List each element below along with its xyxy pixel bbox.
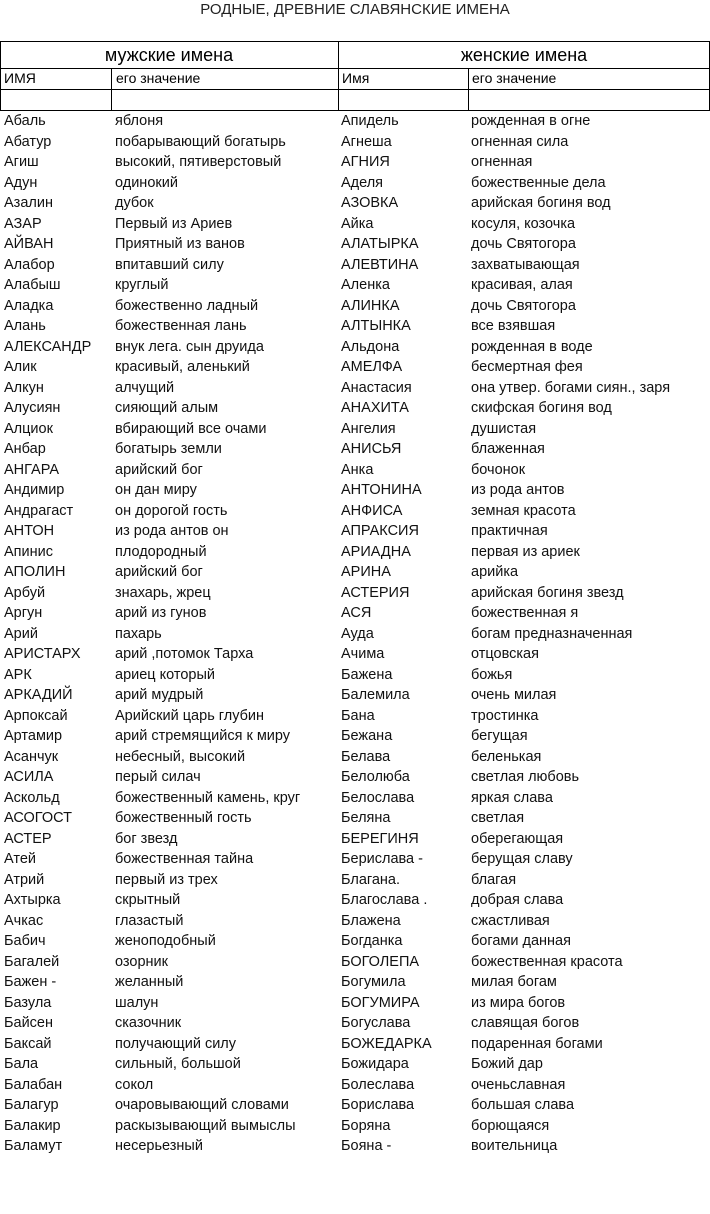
table-row bbox=[0, 624, 710, 645]
female-meaning-cell: красивая, алая bbox=[471, 277, 573, 293]
male-meaning-cell: скрытный bbox=[115, 892, 181, 908]
female-name-cell: Аделя bbox=[341, 174, 384, 191]
male-name-cell: Алань bbox=[4, 318, 46, 334]
table-row bbox=[0, 1075, 710, 1096]
male-name-cell: Асанчук bbox=[4, 748, 59, 765]
male-name-cell: АЙВАН bbox=[4, 236, 54, 252]
table-row bbox=[0, 316, 710, 337]
male-name-cell: Абаль bbox=[4, 113, 46, 129]
female-meaning-cell: рожденная в воде bbox=[471, 338, 593, 355]
female-name-cell: БОГОЛЕПА bbox=[341, 953, 420, 970]
female-meaning-cell: добрая слава bbox=[471, 892, 564, 908]
table-row bbox=[0, 870, 710, 891]
male-meaning-cell: побарывающий богатырь bbox=[115, 133, 286, 150]
table-header bbox=[0, 41, 710, 110]
male-meaning-cell: перый силач bbox=[115, 769, 201, 785]
female-name-cell: АРИАДНА bbox=[341, 543, 411, 560]
female-meaning-cell: бегущая bbox=[471, 728, 528, 744]
female-meaning-cell: Божий дар bbox=[471, 1056, 543, 1072]
male-name-cell: Баламут bbox=[4, 1138, 63, 1154]
male-name-cell: Атрий bbox=[4, 871, 45, 888]
table-row bbox=[0, 562, 710, 583]
male-name-cell: Алусиян bbox=[4, 400, 61, 416]
male-name-cell: Багалей bbox=[4, 953, 60, 970]
female-name-cell: Благана. bbox=[341, 871, 401, 888]
female-meaning-cell: светлая bbox=[471, 810, 525, 826]
female-meaning-cell: косуля, козочка bbox=[471, 215, 576, 232]
female-name-cell: Айка bbox=[341, 215, 374, 232]
female-name-cell: Бежана bbox=[341, 728, 393, 744]
table-row bbox=[0, 398, 710, 419]
female-name-cell: АРИНА bbox=[341, 564, 391, 580]
female-name-cell: АГНИЯ bbox=[341, 154, 390, 170]
female-meaning-cell: беленькая bbox=[471, 748, 542, 765]
female-meaning-cell: арийская богиня звезд bbox=[471, 584, 624, 601]
table-row bbox=[0, 193, 710, 214]
female-name-cell: АНАХИТА bbox=[341, 400, 409, 416]
male-name-cell: АРК bbox=[4, 666, 32, 683]
table-row bbox=[0, 1034, 710, 1055]
male-name-cell: Андрагаст bbox=[4, 502, 74, 519]
female-meaning-cell: светлая любовь bbox=[471, 769, 580, 785]
female-meaning-cell: практичная bbox=[471, 523, 548, 539]
table-row bbox=[0, 357, 710, 378]
male-name-cell: Алциок bbox=[4, 420, 53, 437]
male-meaning-cell: вбирающий все очами bbox=[115, 420, 267, 437]
male-name-cell: Базула bbox=[4, 994, 52, 1011]
female-name-cell: БОЖЕДАРКА bbox=[341, 1035, 432, 1052]
table-row bbox=[0, 132, 710, 153]
table-row bbox=[0, 419, 710, 440]
female-name-cell: Анка bbox=[341, 461, 374, 478]
female-meaning-cell: милая богам bbox=[471, 974, 557, 990]
female-name-cell: Болеслава bbox=[341, 1076, 415, 1093]
header-female-col-divider bbox=[468, 68, 469, 110]
female-meaning-cell: огненная сила bbox=[471, 133, 569, 150]
female-name-cell: АСЯ bbox=[341, 605, 372, 621]
female-meaning-cell: очень милая bbox=[471, 687, 557, 703]
male-name-cell: Арий bbox=[4, 625, 38, 642]
male-name-cell: Алабор bbox=[4, 256, 55, 273]
male-name-cell: Аргун bbox=[4, 605, 43, 621]
table-row bbox=[0, 1013, 710, 1034]
male-meaning-cell: арий из гунов bbox=[115, 605, 207, 621]
female-meaning-cell: сжастливая bbox=[471, 912, 550, 929]
male-meaning-cell: знахарь, жрец bbox=[115, 584, 211, 601]
female-name-cell: Бажена bbox=[341, 666, 393, 683]
female-name-cell: Берислава - bbox=[341, 851, 423, 867]
female-meaning-cell: из мира богов bbox=[471, 994, 566, 1011]
male-meaning-cell: Первый из Ариев bbox=[115, 215, 233, 232]
female-meaning-cell: благая bbox=[471, 871, 517, 888]
female-name-cell: Альдона bbox=[341, 338, 400, 355]
female-names-heading: женские имена bbox=[460, 45, 588, 65]
female-name-cell: АНФИСА bbox=[341, 502, 403, 519]
female-meaning-cell: бесмертная фея bbox=[471, 359, 583, 375]
female-meaning-cell: борющаяся bbox=[471, 1117, 550, 1134]
male-meaning-cell: яблоня bbox=[115, 113, 164, 129]
male-name-cell: АСОГОСТ bbox=[4, 810, 72, 826]
male-meaning-cell: первый из трех bbox=[115, 871, 218, 888]
male-meaning-cell: он дорогой гость bbox=[115, 502, 228, 519]
male-meaning-cell: божественная тайна bbox=[115, 851, 254, 867]
female-name-cell: АЛТЫНКА bbox=[341, 318, 411, 334]
female-meaning-cell: все взявшая bbox=[471, 318, 556, 334]
female-name-cell: Беляна bbox=[341, 810, 391, 826]
male-name-cell: Апинис bbox=[4, 543, 53, 560]
male-meaning-cell: получающий силу bbox=[115, 1035, 237, 1052]
male-meaning-cell: сияющий алым bbox=[115, 400, 219, 416]
table-row bbox=[0, 337, 710, 358]
female-name-cell: Богумила bbox=[341, 974, 406, 990]
table-row bbox=[0, 1054, 710, 1075]
male-meaning-cell: божественный камень, круг bbox=[115, 789, 301, 806]
page-title: РОДНЫЕ, ДРЕВНИЕ СЛАВЯНСКИЕ ИМЕНА bbox=[200, 1, 510, 18]
header-male-col-divider bbox=[111, 68, 112, 110]
female-meaning-cell: скифская богиня вод bbox=[471, 400, 612, 416]
male-meaning-cell: богатырь земли bbox=[115, 441, 222, 457]
female-meaning-cell: земная красота bbox=[471, 502, 576, 519]
male-name-cell: Андимир bbox=[4, 482, 65, 498]
female-meaning-cell: богам предназначенная bbox=[471, 625, 633, 642]
male-name-cell: АРКАДИЙ bbox=[4, 687, 73, 703]
female-meaning-cell: огненная bbox=[471, 154, 533, 170]
table-row bbox=[0, 1116, 710, 1137]
female-meaning-cell: тростинка bbox=[471, 707, 539, 724]
table-row bbox=[0, 296, 710, 317]
table-row bbox=[0, 808, 710, 829]
female-name-cell: Ачима bbox=[341, 646, 385, 662]
male-name-cell: Бабич bbox=[4, 933, 46, 949]
female-name-cell: Благослава . bbox=[341, 892, 428, 908]
table-row bbox=[0, 583, 710, 604]
male-name-column-header: ИМЯ bbox=[4, 70, 36, 86]
male-meaning-cell: очаровывающий словами bbox=[115, 1097, 289, 1113]
female-name-cell: АСТЕРИЯ bbox=[341, 584, 410, 601]
female-meaning-cell: божественная я bbox=[471, 605, 579, 621]
table-row bbox=[0, 644, 710, 665]
male-name-cell: АНТОН bbox=[4, 523, 55, 539]
female-meaning-cell: богами данная bbox=[471, 933, 571, 949]
table-row bbox=[0, 931, 710, 952]
names-table-body bbox=[0, 111, 710, 1157]
female-name-cell: Бояна - bbox=[341, 1138, 392, 1154]
male-meaning-cell: красивый, аленький bbox=[115, 359, 250, 375]
female-meaning-cell: божественные дела bbox=[471, 174, 606, 191]
table-row bbox=[0, 1136, 710, 1157]
male-meaning-cell: сокол bbox=[115, 1076, 154, 1093]
table-row bbox=[0, 603, 710, 624]
table-row bbox=[0, 788, 710, 809]
male-name-cell: АСИЛА bbox=[4, 769, 54, 785]
table-row bbox=[0, 952, 710, 973]
male-name-cell: Азалин bbox=[4, 195, 53, 211]
table-row bbox=[0, 849, 710, 870]
male-meaning-cell: арий мудрый bbox=[115, 687, 204, 703]
table-row bbox=[0, 234, 710, 255]
table-row bbox=[0, 829, 710, 850]
male-meaning-cell: арий ,потомок Тарха bbox=[115, 646, 254, 662]
male-name-cell: Агиш bbox=[4, 154, 39, 170]
table-row bbox=[0, 726, 710, 747]
female-meaning-column-header: его значение bbox=[472, 70, 557, 86]
female-meaning-cell: дочь Святогора bbox=[471, 297, 576, 314]
female-name-cell: Божидара bbox=[341, 1056, 409, 1072]
male-name-cell: Атей bbox=[4, 851, 36, 867]
female-name-cell: Ангелия bbox=[341, 420, 396, 437]
table-row bbox=[0, 521, 710, 542]
female-meaning-cell: душистая bbox=[471, 420, 537, 437]
male-name-cell: АРИСТАРХ bbox=[4, 646, 81, 662]
male-name-cell: АЗАР bbox=[4, 215, 42, 232]
male-meaning-cell: несерьезный bbox=[115, 1138, 203, 1154]
female-name-cell: Богуслава bbox=[341, 1015, 411, 1031]
female-meaning-cell: оберегающая bbox=[471, 830, 564, 847]
female-name-cell: Анастасия bbox=[341, 379, 412, 396]
male-meaning-cell: из рода антов он bbox=[115, 523, 229, 539]
male-meaning-cell: впитавший силу bbox=[115, 256, 224, 273]
female-name-cell: АНТОНИНА bbox=[341, 482, 422, 498]
female-name-cell: Апидель bbox=[341, 113, 399, 129]
female-name-cell: Богданка bbox=[341, 933, 403, 949]
table-row bbox=[0, 152, 710, 173]
male-names-heading: мужские имена bbox=[104, 45, 234, 65]
female-name-cell: АЛИНКА bbox=[341, 297, 400, 314]
header-columns-rule bbox=[0, 89, 710, 90]
male-meaning-cell: божественно ладный bbox=[115, 297, 259, 314]
male-meaning-cell: одинокий bbox=[115, 174, 178, 191]
female-meaning-cell: захватывающая bbox=[471, 256, 580, 273]
female-meaning-cell: блаженная bbox=[471, 441, 545, 457]
male-name-cell: Баксай bbox=[4, 1035, 52, 1052]
male-meaning-cell: арийский бог bbox=[115, 564, 203, 580]
male-meaning-cell: озорник bbox=[115, 953, 168, 970]
male-name-cell: Анбар bbox=[4, 441, 46, 457]
male-name-cell: Ачкас bbox=[4, 912, 44, 929]
female-meaning-cell: яркая слава bbox=[471, 789, 553, 806]
male-name-cell: Балагур bbox=[4, 1097, 59, 1113]
table-row bbox=[0, 890, 710, 911]
female-meaning-cell: арийка bbox=[471, 564, 519, 580]
female-name-cell: Белослава bbox=[341, 789, 415, 806]
male-meaning-cell: божественный гость bbox=[115, 810, 252, 826]
table-row bbox=[0, 747, 710, 768]
female-name-cell: АЛЕВТИНА bbox=[341, 256, 419, 273]
female-meaning-cell: большая слава bbox=[471, 1097, 575, 1113]
male-meaning-cell: круглый bbox=[115, 277, 169, 293]
table-row bbox=[0, 993, 710, 1014]
female-name-cell: Белолюба bbox=[341, 769, 410, 785]
female-meaning-cell: отцовская bbox=[471, 646, 539, 662]
male-name-cell: Балакир bbox=[4, 1117, 61, 1134]
male-meaning-cell: желанный bbox=[115, 974, 184, 990]
male-name-cell: Алик bbox=[4, 359, 37, 375]
female-meaning-cell: божья bbox=[471, 666, 513, 683]
male-name-cell: Балабан bbox=[4, 1076, 63, 1093]
female-meaning-cell: бочонок bbox=[471, 461, 526, 478]
table-row bbox=[0, 685, 710, 706]
female-name-column-header: Имя bbox=[342, 70, 370, 86]
male-meaning-cell: шалун bbox=[115, 994, 159, 1011]
male-meaning-cell: высокий, пятиверстовый bbox=[115, 154, 282, 170]
male-meaning-cell: раскызывающий вымыслы bbox=[115, 1117, 296, 1134]
female-meaning-cell: оченьславная bbox=[471, 1076, 566, 1093]
table-row bbox=[0, 542, 710, 563]
male-meaning-cell: глазастый bbox=[115, 912, 184, 929]
table-row bbox=[0, 911, 710, 932]
male-meaning-cell: плодородный bbox=[115, 543, 207, 560]
male-name-cell: Аскольд bbox=[4, 789, 60, 806]
male-name-cell: АНГАРА bbox=[4, 461, 60, 478]
table-row bbox=[0, 173, 710, 194]
male-meaning-cell: он дан миру bbox=[115, 482, 197, 498]
female-name-cell: АЛАТЫРКА bbox=[341, 236, 419, 252]
male-meaning-cell: Приятный из ванов bbox=[115, 236, 245, 252]
male-meaning-cell: дубок bbox=[115, 195, 154, 211]
male-meaning-cell: внук лега. сын друида bbox=[115, 338, 264, 355]
female-name-cell: Белава bbox=[341, 748, 391, 765]
male-meaning-cell: арий стремящийся к миру bbox=[115, 728, 291, 744]
male-name-cell: Алкун bbox=[4, 379, 44, 396]
male-meaning-cell: Арийский царь глубин bbox=[115, 707, 265, 724]
table-row bbox=[0, 665, 710, 686]
female-meaning-cell: дочь Святогора bbox=[471, 236, 576, 252]
male-name-cell: Арпоксай bbox=[4, 707, 68, 724]
male-meaning-cell: ариец который bbox=[115, 666, 216, 683]
male-meaning-cell: небесный, высокий bbox=[115, 748, 246, 765]
table-row bbox=[0, 501, 710, 522]
male-name-cell: Абатур bbox=[4, 133, 52, 150]
female-name-cell: Балемила bbox=[341, 687, 410, 703]
female-meaning-cell: первая из ариек bbox=[471, 543, 580, 560]
male-meaning-cell: пахарь bbox=[115, 625, 162, 642]
table-row bbox=[0, 275, 710, 296]
female-meaning-cell: арийская богиня вод bbox=[471, 195, 611, 211]
female-name-cell: АМЕЛФА bbox=[341, 359, 403, 375]
male-meaning-cell: сказочник bbox=[115, 1015, 182, 1031]
female-name-cell: Бана bbox=[341, 707, 375, 724]
table-row bbox=[0, 214, 710, 235]
female-name-cell: Аленка bbox=[341, 277, 390, 293]
male-meaning-cell: арийский бог bbox=[115, 461, 203, 478]
female-name-cell: Агнеша bbox=[341, 133, 392, 150]
table-row bbox=[0, 972, 710, 993]
male-name-cell: Аладка bbox=[4, 297, 54, 314]
female-name-cell: БЕРЕГИНЯ bbox=[341, 830, 419, 847]
table-row bbox=[0, 480, 710, 501]
female-name-cell: АПРАКСИЯ bbox=[341, 523, 419, 539]
male-meaning-cell: сильный, большой bbox=[115, 1056, 241, 1072]
male-name-cell: АПОЛИН bbox=[4, 564, 66, 580]
female-name-cell: БОГУМИРА bbox=[341, 994, 420, 1011]
female-meaning-cell: славящая богов bbox=[471, 1015, 580, 1031]
female-meaning-cell: из рода антов bbox=[471, 482, 565, 498]
table-row bbox=[0, 706, 710, 727]
female-meaning-cell: берущая славу bbox=[471, 851, 573, 867]
female-meaning-cell: она утвер. богами сиян., заря bbox=[471, 379, 671, 396]
male-meaning-cell: женоподобный bbox=[115, 933, 216, 949]
female-meaning-cell: рожденная в огне bbox=[471, 113, 591, 129]
male-name-cell: Байсен bbox=[4, 1015, 54, 1031]
male-meaning-column-header: его значение bbox=[116, 70, 201, 86]
male-name-cell: Ахтырка bbox=[4, 892, 61, 908]
male-name-cell: АСТЕР bbox=[4, 830, 52, 847]
table-row bbox=[0, 767, 710, 788]
male-name-cell: Алабыш bbox=[4, 277, 61, 293]
male-name-cell: АЛЕКСАНДР bbox=[4, 338, 92, 355]
male-meaning-cell: божественная лань bbox=[115, 318, 247, 334]
male-meaning-cell: алчущий bbox=[115, 379, 175, 396]
female-name-cell: АНИСЬЯ bbox=[341, 441, 402, 457]
table-row bbox=[0, 439, 710, 460]
male-name-cell: Артамир bbox=[4, 728, 63, 744]
table-row bbox=[0, 1095, 710, 1116]
table-row bbox=[0, 255, 710, 276]
male-name-cell: Арбуй bbox=[4, 584, 46, 601]
table-row bbox=[0, 378, 710, 399]
male-meaning-cell: бог звезд bbox=[115, 830, 178, 847]
table-row bbox=[0, 460, 710, 481]
table-row bbox=[0, 111, 710, 132]
female-meaning-cell: подаренная богами bbox=[471, 1035, 603, 1052]
female-meaning-cell: воительница bbox=[471, 1138, 558, 1154]
female-name-cell: АЗОВКА bbox=[341, 195, 399, 211]
female-name-cell: Блажена bbox=[341, 912, 401, 929]
female-meaning-cell: божественная красота bbox=[471, 953, 623, 970]
female-name-cell: Боряна bbox=[341, 1117, 391, 1134]
male-name-cell: Бажен - bbox=[4, 974, 57, 990]
female-name-cell: Ауда bbox=[341, 625, 374, 642]
female-name-cell: Борислава bbox=[341, 1097, 415, 1113]
male-name-cell: Адун bbox=[4, 174, 38, 191]
male-name-cell: Бала bbox=[4, 1056, 39, 1072]
